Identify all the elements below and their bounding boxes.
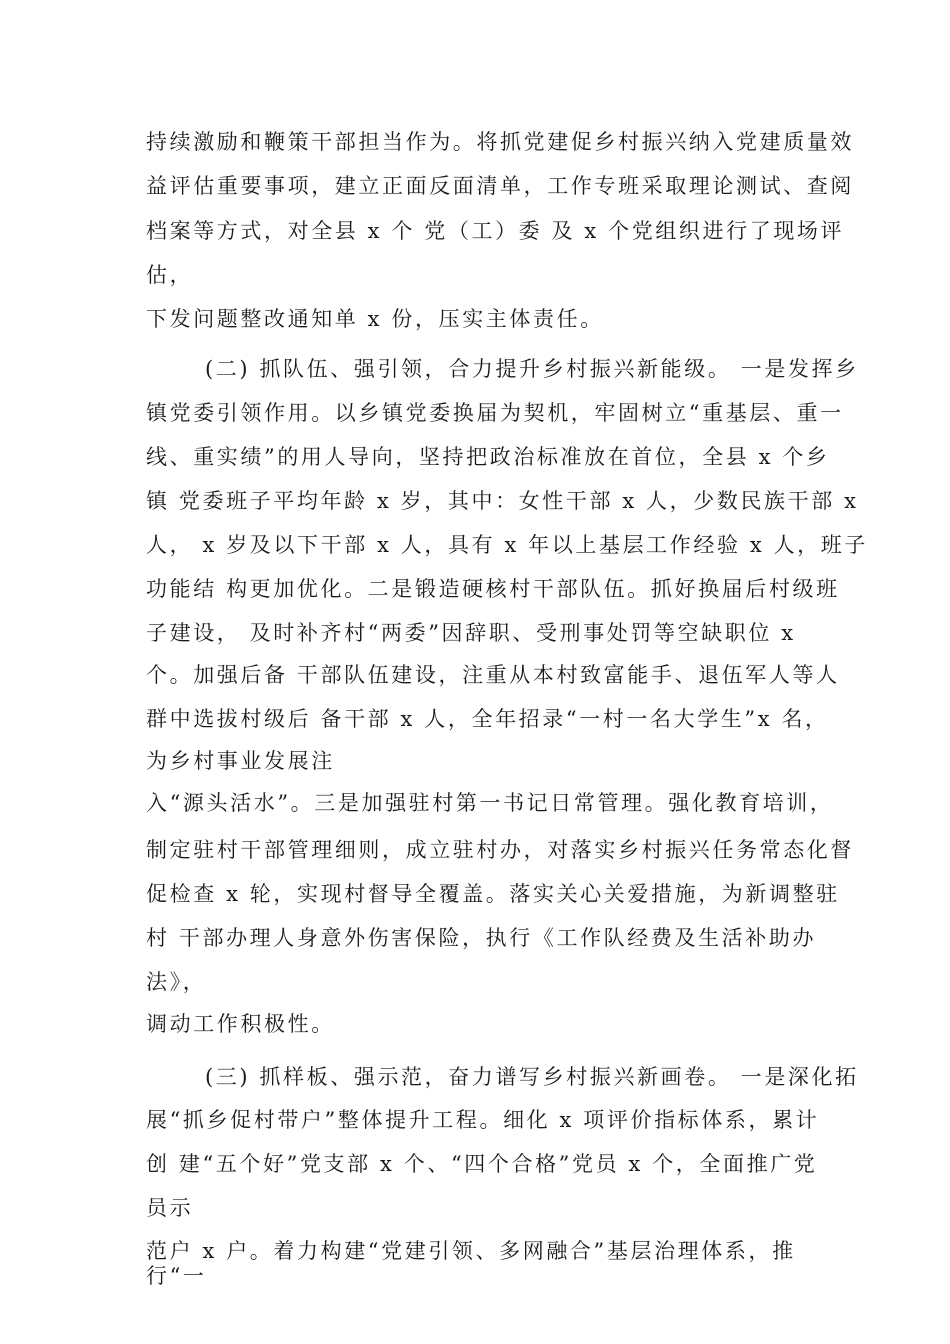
text-line: 调动工作积极性。: [146, 1012, 335, 1036]
text-line: 个。加强后备 干部队伍建设，注重从本村致富能手、退伍军人等人: [146, 663, 840, 687]
text-line: 功能结 构更加优化。二是锻造硬核村干部队伍。抓好换届后村级班: [146, 577, 840, 601]
section-heading-3: (三) 抓样板、强示范，奋力谱写乡村振兴新画卷。 一是深化拓: [205, 1065, 859, 1089]
text-line: 下发问题整改通知单 x 份，压实主体责任。: [146, 307, 604, 331]
text-line: 促检查 x 轮，实现村督导全覆盖。落实关心关爱措施，为新调整驻: [146, 882, 840, 906]
text-line: 子建设， 及时补齐村“两委”因辞职、受刑事处罚等空缺职位 x: [146, 621, 796, 645]
text-line: 估，: [146, 263, 194, 287]
text-line: 法》，: [146, 970, 207, 994]
text-line: 线、重实绩”的用人导向，坚持把政治标准放在首位，全县 x 个乡: [146, 445, 830, 469]
text-line: 益评估重要事项，建立正面反面清单，工作专班采取理论测试、查阅: [146, 174, 854, 198]
text-line: 人， x 岁及以下干部 x 人，具有 x 年以上基层工作经验 x 人，班子: [146, 533, 868, 557]
text-line: 员示: [146, 1196, 194, 1220]
text-line: 持续激励和鞭策干部担当作为。将抓党建促乡村振兴纳入党建质量效: [146, 130, 854, 154]
text-line: 村 干部办理人身意外伤害保险，执行《工作队经费及生活补助办: [146, 926, 817, 950]
text-line: 制定驻村干部管理细则，成立驻村办，对落实乡村振兴任务常态化督: [146, 838, 854, 862]
text-line: 为乡村事业发展注: [146, 749, 335, 773]
text-line: 创 建“五个好”党支部 x 个、“四个合格”党员 x 个，全面推广党: [146, 1152, 818, 1176]
section-heading-2: (二) 抓队伍、强引领，合力提升乡村振兴新能级。 一是发挥乡: [205, 357, 859, 381]
text-line: 档案等方式，对全县 x 个 党（工）委 及 x 个党组织进行了现场评: [146, 219, 845, 243]
text-line: 入“源头活水”。三是加强驻村第一书记日常管理。强化教育培训，: [146, 791, 834, 815]
text-line: 范户 x 户。着力构建“党建引领、多网融合”基层治理体系，推: [146, 1239, 796, 1263]
text-line: 镇 党委班子平均年龄 x 岁，其中：女性干部 x 人，少数民族干部 x: [146, 489, 859, 513]
text-line: 镇党委引领作用。以乡镇党委换届为契机，牢固树立“重基层、重一: [146, 401, 844, 425]
text-line: 群中选拔村级后 备干部 x 人，全年招录“一村一名大学生”x 名，: [146, 707, 829, 731]
text-line: 行“一: [146, 1264, 207, 1288]
text-line: 展“抓乡促村带户”整体提升工程。细化 x 项评价指标体系，累计: [146, 1108, 820, 1132]
